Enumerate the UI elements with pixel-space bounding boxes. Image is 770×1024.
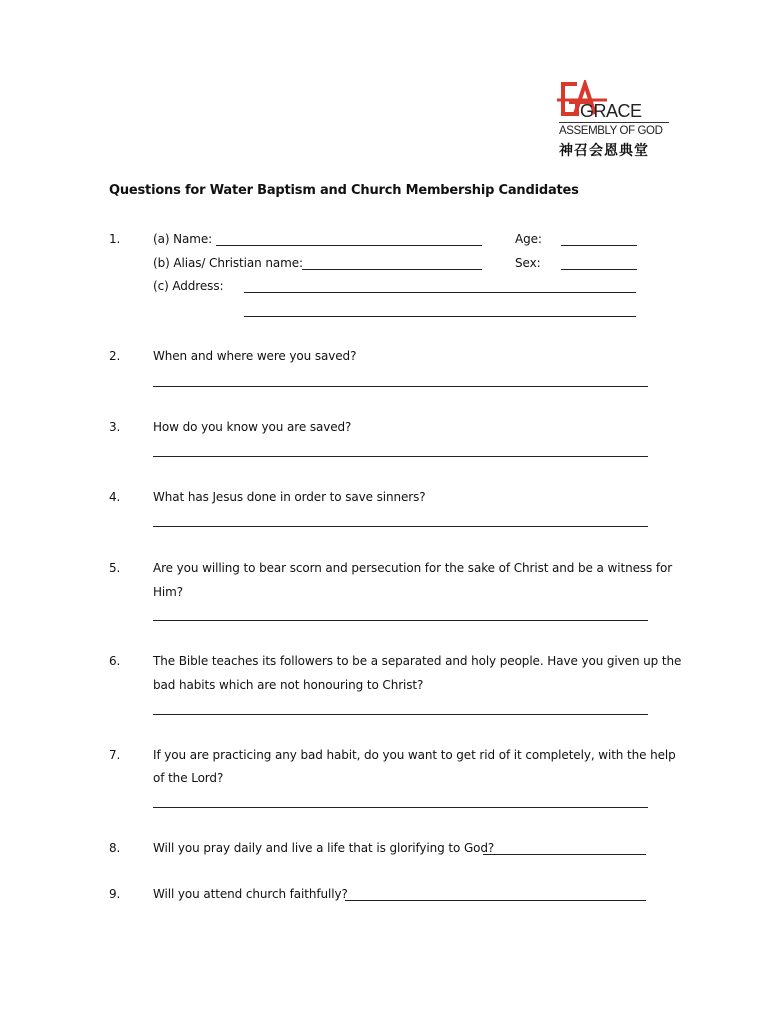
address-label: (c) Address: [153,279,224,293]
question-text-7-line-1: If you are practicing any bad habit, do you want to get rid of it completely, with the help [153,748,676,762]
question-number-3: 3. [109,420,121,434]
sex-field[interactable] [561,269,637,270]
question-text-6-line-1: The Bible teaches its followers to be a separated and holy people. Have you given up the [153,654,682,668]
question-text-2: When and where were you saved? [153,349,357,363]
question-text-5-line-1: Are you willing to bear scorn and persecution for the sake of Christ and be a witness for [153,561,673,575]
question-number-9: 9. [109,887,121,901]
answer-field-6[interactable] [153,714,648,715]
address-field-line-1[interactable] [244,292,636,293]
answer-field-3[interactable] [153,456,648,457]
question-number-2: 2. [109,349,121,363]
sex-label: Sex: [515,256,541,270]
answer-field-2[interactable] [153,386,648,387]
question-text-5-line-2: Him? [153,585,184,599]
answer-field-4[interactable] [153,526,648,527]
question-number-5: 5. [109,561,121,575]
answer-field-5[interactable] [153,620,648,621]
name-field[interactable] [216,245,482,246]
age-field[interactable] [561,245,637,246]
question-number-7: 7. [109,748,121,762]
question-number-6: 6. [109,654,121,668]
question-text-3: How do you know you are saved? [153,420,352,434]
grace-assembly-logo [555,80,675,160]
question-text-7-line-2: of the Lord? [153,771,224,785]
age-label: Age: [515,232,542,246]
name-label: (a) Name: [153,232,213,246]
answer-field-9[interactable] [345,900,646,901]
logo-word-grace: GRACE [580,101,642,121]
answer-field-8[interactable] [483,854,646,855]
alias-label: (b) Alias/ Christian name: [153,256,303,270]
answer-field-7[interactable] [153,807,648,808]
question-number-4: 4. [109,490,121,504]
question-text-8: Will you pray daily and live a life that is glorifying to God? [153,841,495,855]
logo-subtitle: ASSEMBLY OF GOD [559,125,663,137]
question-text-4: What has Jesus done in order to save sinners? [153,490,426,504]
logo-chinese-name: 神召会恩典堂 [559,143,649,159]
alias-field[interactable] [302,269,482,270]
question-text-9: Will you attend church faithfully? [153,887,348,901]
logo-divider [559,122,669,123]
question-number-8: 8. [109,841,121,855]
question-number-1: 1. [109,232,121,246]
form-title: Questions for Water Baptism and Church Membership Candidates [109,183,579,198]
question-text-6-line-2: bad habits which are not honouring to Christ? [153,678,424,692]
address-field-line-2[interactable] [244,316,636,317]
